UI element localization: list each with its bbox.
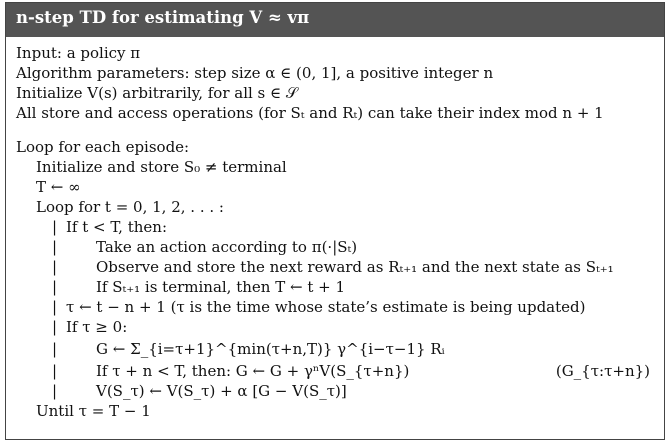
line-terminal-check: If Sₜ₊₁ is terminal, then T ← t + 1 [96,278,345,296]
line-store-access: All store and access operations (for Sₜ and Rₜ) can take their index mod n + 1 [16,104,604,122]
line-tau-update: τ ← t − n + 1 (τ is the time whose state’s estimate is being updated) [66,298,586,316]
line-if-tau: If τ ≥ 0: [66,318,128,336]
loop-bar: | [52,340,58,358]
algorithm-box [5,2,665,440]
line-input: Input: a policy π [16,44,141,62]
line-initialize-v: Initialize V(s) arbitrarily, for all s ∈ 𝒮 [16,84,298,102]
line-observe: Observe and store the next reward as Rₜ₊₁ and the next state as Sₜ₊₁ [96,258,614,276]
line-loop-episode: Loop for each episode: [16,138,190,156]
loop-bar: | [52,278,58,296]
loop-bar: | [52,318,58,336]
line-value-update: V(S_τ) ← V(S_τ) + α [G − V(S_τ)] [96,382,347,400]
loop-bar: | [52,382,58,400]
line-loop-t: Loop for t = 0, 1, 2, . . . : [36,198,224,216]
line-return-sum: G ← Σ_{i=τ+1}^{min(τ+n,T)} γ^{i−τ−1} Rᵢ [96,340,445,358]
loop-bar: | [52,218,58,236]
algorithm-title: n-step TD for estimating V ≈ vπ [6,3,664,37]
line-until: Until τ = T − 1 [36,402,151,420]
line-t-infinity: T ← ∞ [36,178,81,196]
loop-bar: | [52,238,58,256]
line-init-s0: Initialize and store S₀ ≠ terminal [36,158,287,176]
line-parameters: Algorithm parameters: step size α ∈ (0, 1], a positive integer n [16,64,494,82]
line-if-t-lt-T: If t < T, then: [66,218,167,236]
loop-bar: | [52,298,58,316]
line-bootstrap: If τ + n < T, then: G ← G + γⁿV(S_{τ+n}) [96,362,410,380]
loop-bar: | [52,258,58,276]
line-take-action: Take an action according to π(·|Sₜ) [96,238,358,256]
return-label: (G_{τ:τ+n}) [555,362,650,380]
loop-bar: | [52,362,58,380]
